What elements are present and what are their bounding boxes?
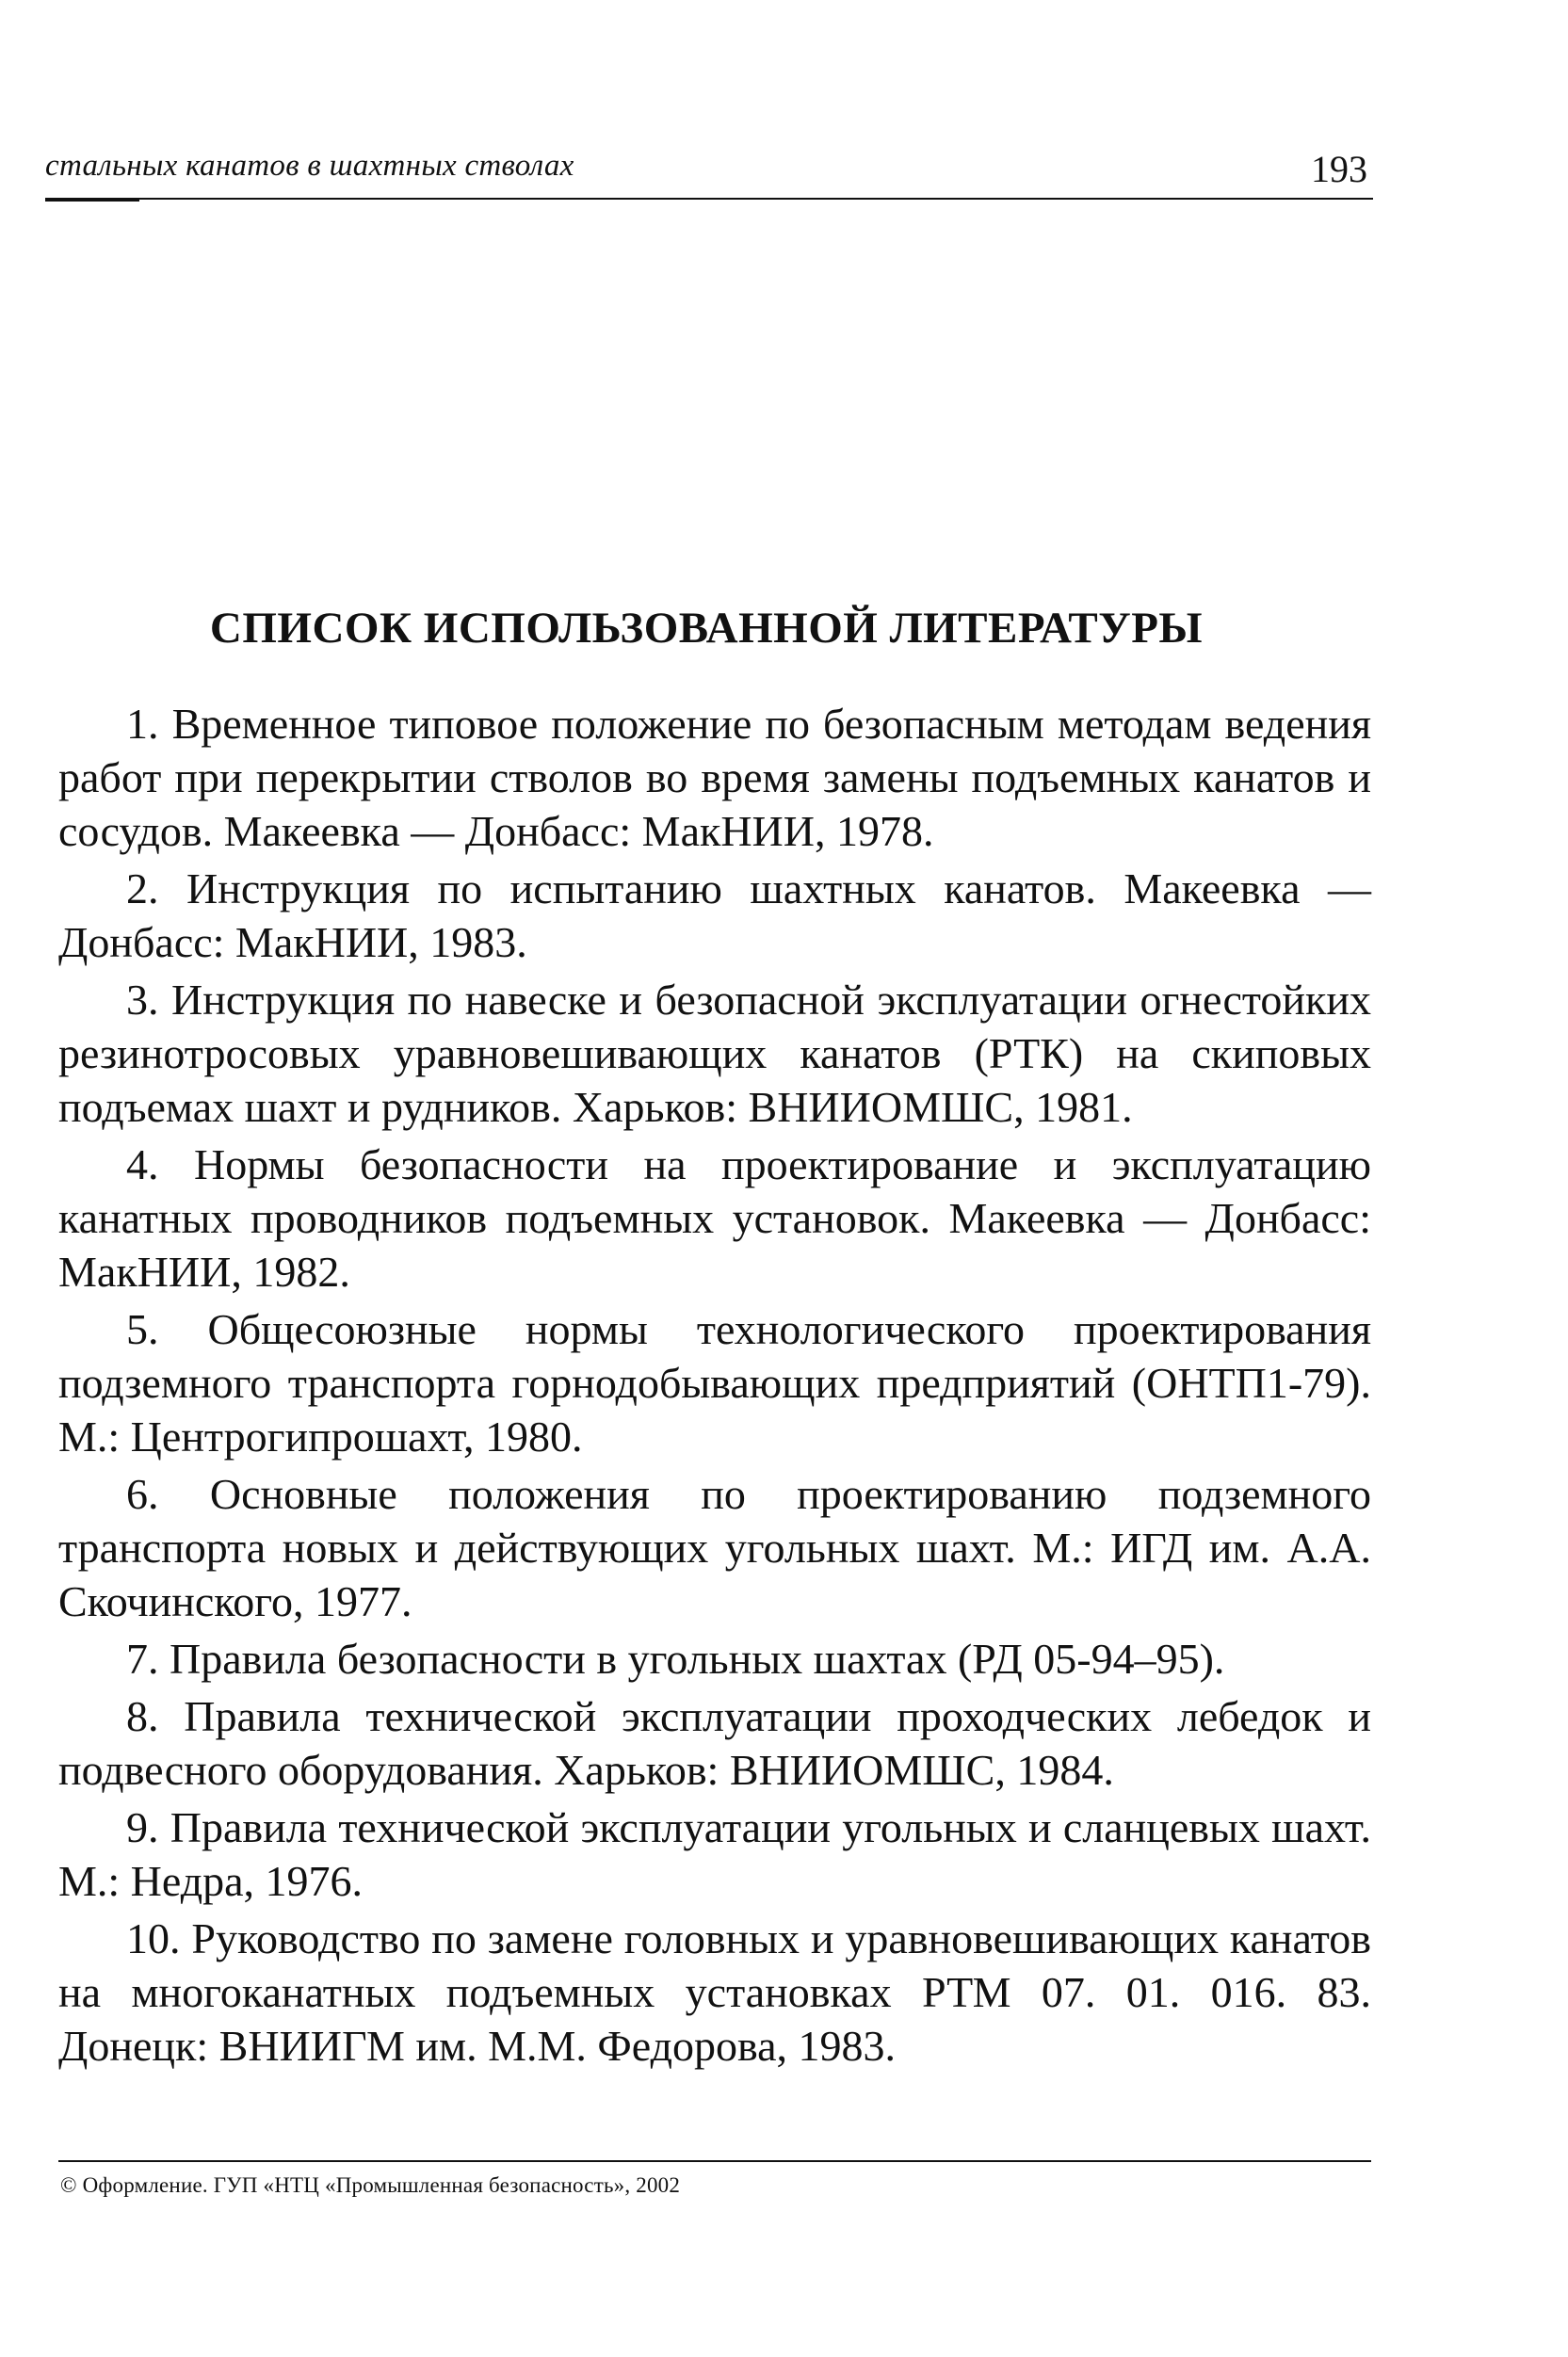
reference-number: 7. xyxy=(126,1635,159,1683)
reference-number: 9. xyxy=(126,1803,159,1851)
reference-item xyxy=(58,973,1371,1134)
reference-number: 6. xyxy=(126,1470,159,1518)
reference-number: 5. xyxy=(126,1305,159,1353)
reference-number: 8. xyxy=(126,1692,159,1740)
reference-text: Нормы безопасности на проектирование и эксплуатацию канатных проводников подъемных установок. Макеевка — Донбасс: МакНИИ, 1982. xyxy=(58,1140,1371,1296)
reference-number: 10. xyxy=(126,1914,181,1962)
reference-item xyxy=(58,1632,1371,1686)
reference-item xyxy=(58,1467,1371,1628)
reference-item xyxy=(58,1302,1371,1463)
reference-item xyxy=(58,1138,1371,1299)
reference-text: Правила технической эксплуатации угольных и сланцевых шахт. М.: Недра, 1976. xyxy=(58,1803,1372,1905)
reference-text: Общесоюзные нормы технологического проектирования подземного транспорта горнодобывающих предприятий (ОНТП1-79). М.: Центрогипрошахт, 1980. xyxy=(58,1305,1371,1461)
reference-text: Временное типовое положение по безопасным методам ведения работ при перекрытии стволов во время замены подъемных канатов и сосудов. Макеевка — Донбасс: МакНИИ, 1978. xyxy=(58,700,1372,855)
reference-text: Руководство по замене головных и уравновешивающих канатов на многоканатных подъемных установках РТМ 07. 01. 016. 83. Донецк: ВНИИГМ им. М.М. Федорова, 1983. xyxy=(58,1914,1371,2070)
header-rule xyxy=(45,198,1373,200)
page-number: 193 xyxy=(1311,148,1367,190)
section-title: СПИСОК ИСПОЛЬЗОВАННОЙ ЛИТЕРАТУРЫ xyxy=(209,604,1204,653)
reference-number: 2. xyxy=(126,864,159,912)
running-title: стальных канатов в шахтных стволах xyxy=(45,149,574,183)
reference-text: Правила безопасности в угольных шахтах (РД 05-94–95). xyxy=(170,1635,1225,1683)
copyright-footer: © Оформление. ГУП «НТЦ «Промышленная безопасность», 2002 xyxy=(60,2173,681,2197)
reference-text: Инструкция по навеске и безопасной эксплуатации огнестойких резинотросовых уравновешивающих канатов (РТК) на скиповых подъемах шахт и рудников. Харьков: ВНИИОМШС, 1981. xyxy=(58,976,1372,1131)
reference-number: 1. xyxy=(126,700,159,748)
reference-item xyxy=(58,697,1371,858)
reference-item xyxy=(58,1689,1371,1797)
reference-text: Инструкция по испытанию шахтных канатов. Макеевка — Донбасс: МакНИИ, 1983. xyxy=(58,864,1371,966)
reference-list xyxy=(58,697,1371,2076)
reference-item xyxy=(58,862,1371,969)
reference-item xyxy=(58,1912,1371,2073)
reference-text: Основные положения по проектированию подземного транспорта новых и действующих угольных шахт. М.: ИГД им. А.А. Скочинского, 1977. xyxy=(58,1470,1371,1625)
reference-number: 4. xyxy=(126,1140,159,1188)
reference-item xyxy=(58,1800,1371,1908)
reference-text: Правила технической эксплуатации проходческих лебедок и подвесного оборудования. Харьков: ВНИИОМШС, 1984. xyxy=(58,1692,1371,1794)
footer-rule xyxy=(58,2160,1371,2162)
reference-number: 3. xyxy=(126,976,159,1024)
running-head xyxy=(45,149,1373,202)
